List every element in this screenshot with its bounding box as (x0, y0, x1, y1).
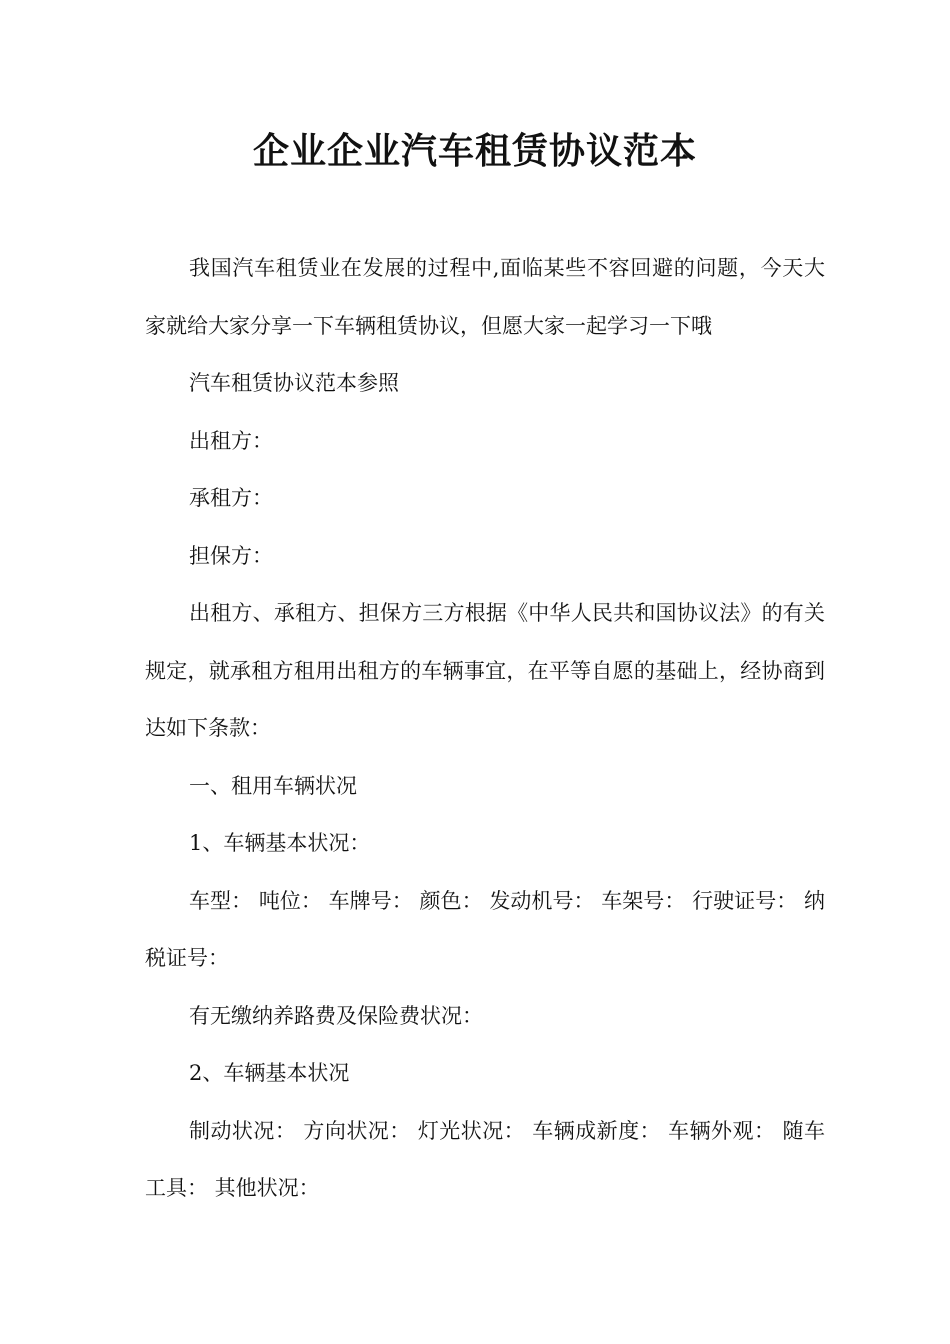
document-body (145, 240, 825, 1218)
field-lessor: 出租方： (189, 428, 273, 453)
subsection-vehicle-basic-1: 1、车辆基本状况： (189, 831, 371, 855)
field-lessee: 承租方： (189, 486, 273, 510)
section-heading-vehicle: 一、租用车辆状况 (189, 773, 357, 798)
paragraph-fees: 有无缴纳养路费及保险费状况： (189, 1003, 483, 1028)
paragraph-condition-fields: 制动状况： 方向状况： 灯光状况： 车辆成新度： 车辆外观： 随车工具： 其他状况： (145, 1118, 825, 1200)
paragraph-preamble: 出租方、承租方、担保方三方根据《中华人民共和国协议法》的有关规定，就承租方租用出租方的车辆事宜，在平等自愿的基础上，经协商到达如下条款： (145, 601, 825, 740)
paragraph-intro: 我国汽车租赁业在发展的过程中,面临某些不容回避的问题，今天大家就给大家分享一下车辆租赁协议，但愿大家一起学习一下哦 (145, 256, 825, 338)
document-title: 企业企业汽车租赁协议范本 (252, 130, 697, 172)
paragraph-reference: 汽车租赁协议范本参照 (189, 371, 399, 395)
paragraph-vehicle-fields: 车型： 吨位： 车牌号： 颜色： 发动机号： 车架号： 行驶证号： 纳税证号： (145, 888, 825, 970)
field-guarantor: 担保方： (189, 543, 273, 568)
subsection-vehicle-basic-2: 2、车辆基本状况 (189, 1061, 350, 1085)
